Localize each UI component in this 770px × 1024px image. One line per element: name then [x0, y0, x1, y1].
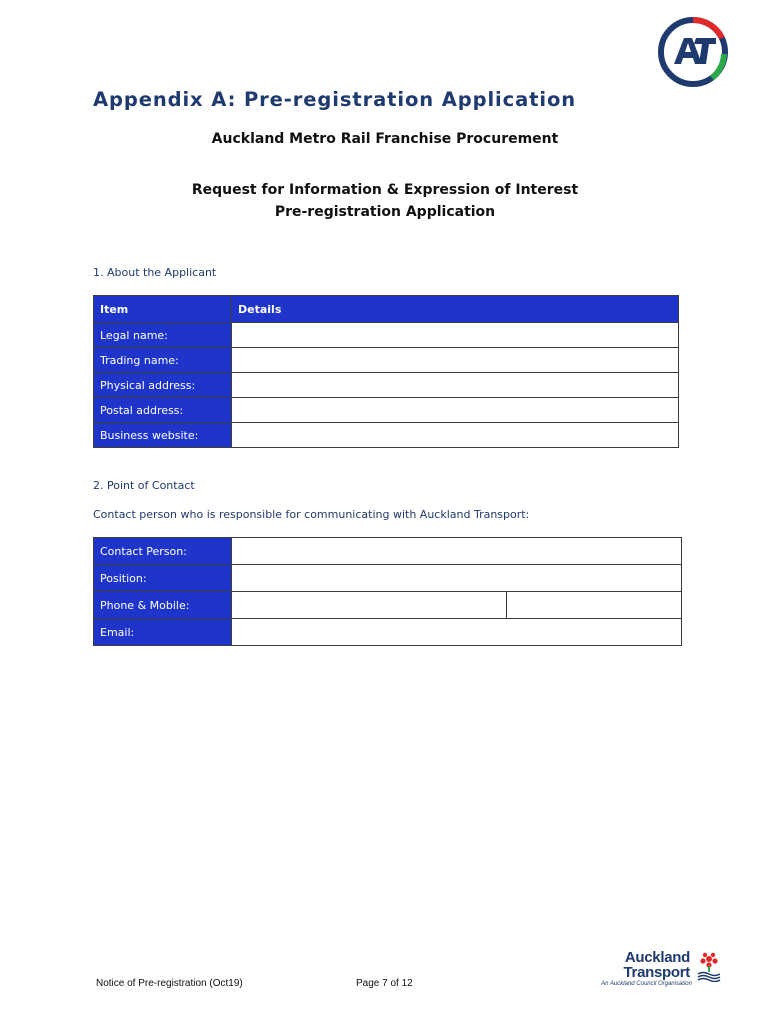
postal-address-field[interactable] [232, 398, 679, 423]
trading-name-field[interactable] [232, 348, 679, 373]
email-field[interactable] [232, 619, 682, 646]
contact-person-field[interactable] [232, 538, 682, 565]
table-row [94, 323, 679, 348]
field-label-position: Position: [94, 565, 232, 592]
brand-line-2: Transport [623, 964, 690, 981]
mobile-field[interactable] [507, 592, 682, 619]
appendix-title: Appendix A: Pre-registration Application [93, 88, 577, 111]
section-heading-applicant: 1. About the Applicant [93, 266, 217, 279]
project-title: Auckland Metro Rail Franchise Procurement [211, 131, 559, 147]
table-row [94, 565, 682, 592]
table-row [94, 348, 679, 373]
applicant-table [93, 295, 679, 448]
table-header-row [94, 296, 679, 323]
footer-notice: Notice of Pre-registration (Oct19) [96, 978, 243, 989]
at-logo-icon [654, 16, 732, 88]
contact-table [93, 537, 682, 646]
table-row [94, 538, 682, 565]
field-label-physical-address: Physical address: [94, 373, 232, 398]
table-row [94, 592, 682, 619]
physical-address-field[interactable] [232, 373, 679, 398]
phone-field[interactable] [232, 592, 507, 619]
table-row [94, 398, 679, 423]
contact-note: Contact person who is responsible for communicating with Auckland Transport: [93, 508, 530, 521]
field-label-legal-name: Legal name: [94, 323, 232, 348]
footer-page-number: Page 7 of 12 [356, 978, 413, 989]
brand-subtitle: An Auckland Council Organisation [601, 981, 692, 987]
pohutukawa-flower-icon [696, 950, 722, 982]
business-website-field[interactable] [232, 423, 679, 448]
field-label-contact-person: Contact Person: [94, 538, 232, 565]
legal-name-field[interactable] [232, 323, 679, 348]
field-label-business-website: Business website: [94, 423, 232, 448]
field-label-postal-address: Postal address: [94, 398, 232, 423]
section-heading-contact: 2. Point of Contact [93, 479, 195, 492]
field-label-trading-name: Trading name: [94, 348, 232, 373]
prereg-title: Pre-registration Application [274, 204, 496, 220]
column-header-item: Item [94, 296, 232, 323]
field-label-email: Email: [94, 619, 232, 646]
brand-line-1: Auckland [624, 949, 690, 966]
column-header-details: Details [232, 296, 679, 323]
rfi-title: Request for Information & Expression of Interest [191, 182, 579, 198]
position-field[interactable] [232, 565, 682, 592]
table-row [94, 373, 679, 398]
table-row [94, 423, 679, 448]
field-label-phone-mobile: Phone & Mobile: [94, 592, 232, 619]
table-row [94, 619, 682, 646]
auckland-transport-brand [596, 948, 726, 990]
